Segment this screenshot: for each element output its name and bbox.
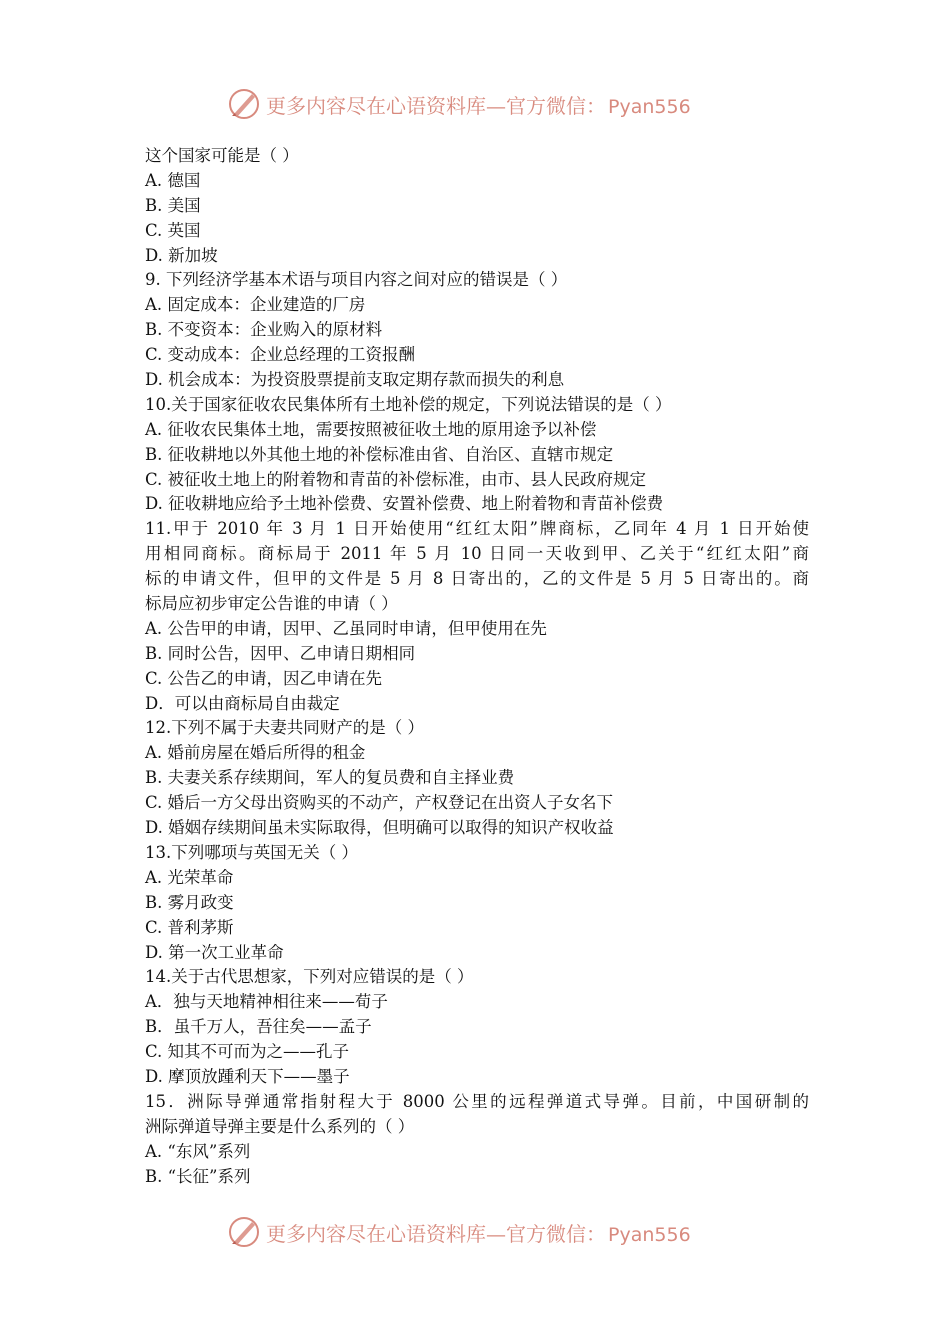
text-line: B. 雾月政变 <box>145 892 234 912</box>
text-line: A. 公告甲的申请，因甲、乙虽同时申请，但甲使用在先 <box>145 618 547 638</box>
text-line: D. 新加坡 <box>145 245 218 265</box>
text-line: A. “东风”系列 <box>145 1141 251 1161</box>
text-line: B. 夫妻关系存续期间，军人的复员费和自主择业费 <box>145 768 515 788</box>
text-line: 标局应初步审定公告谁的申请（ ） <box>145 594 398 614</box>
pen-circle-logo-icon <box>226 86 262 122</box>
text-line: C. 变动成本：企业总经理的工资报酬 <box>145 345 416 365</box>
watermark-text: 更多内容尽在心语资料库—官方微信： Pyan556 <box>266 1221 691 1246</box>
text-line: C. 普利茅斯 <box>145 917 234 937</box>
text-line: 13.下列哪项与英国无关（ ） <box>145 842 358 862</box>
watermark-banner-top <box>226 84 691 124</box>
text-line: A. 光荣革命 <box>145 867 234 887</box>
text-line: 12.下列不属于夫妻共同财产的是（ ） <box>145 718 424 738</box>
text-line: C. 婚后一方父母出资购买的不动产，产权登记在出资人子女名下 <box>145 793 614 813</box>
text-line: 洲际弹道导弹主要是什么系列的（ ） <box>145 1116 415 1136</box>
text-line: 10.关于国家征收农民集体所有土地补偿的规定，下列说法错误的是（ ） <box>145 394 672 414</box>
text-line: A. 婚前房屋在婚后所得的租金 <box>145 743 366 763</box>
text-line: B．虽千万人，吾往矣——孟子 <box>145 1017 372 1037</box>
text-line: A. 德国 <box>145 170 201 190</box>
text-line: B. 不变资本：企业购入的原材料 <box>145 320 383 340</box>
text-line: D. 机会成本：为投资股票提前支取定期存款而损失的利息 <box>145 370 565 390</box>
text-line: C. 公告乙的申请，因乙申请在先 <box>145 668 383 688</box>
text-line: D．可以由商标局自由裁定 <box>145 693 340 713</box>
text-line: C. 英国 <box>145 220 201 240</box>
text-line: C. 知其不可而为之——孔子 <box>145 1042 350 1062</box>
watermark-handle: Pyan556 <box>608 95 691 118</box>
text-line: 用相同商标。商标局于 2011 年 5 月 10 日同一天收到甲、乙关于“红红太阳”商 <box>145 544 809 564</box>
pen-circle-logo-icon <box>226 1214 262 1250</box>
text-line: 11.甲于 2010 年 3 月 1 日开始使用“红红太阳”牌商标，乙同年 4 月 1 日开始使 <box>145 519 809 539</box>
text-line: B. 同时公告，因甲、乙申请日期相同 <box>145 643 416 663</box>
text-line: C. 被征收土地上的附着物和青苗的补偿标准，由市、县人民政府规定 <box>145 469 647 489</box>
text-line: D. 婚姻存续期间虽未实际取得，但明确可以取得的知识产权收益 <box>145 818 614 838</box>
question-text <box>145 144 809 1189</box>
text-line: A. 固定成本：企业建造的厂房 <box>145 295 366 315</box>
text-line: 标的申请文件，但甲的文件是 5 月 8 日寄出的，乙的文件是 5 月 5 日寄出的。商 <box>145 569 809 589</box>
text-line: A. 征收农民集体土地，需要按照被征收土地的原用途予以补偿 <box>145 419 597 439</box>
text-line: B. 美国 <box>145 195 201 215</box>
text-line: 9. 下列经济学基本术语与项目内容之间对应的错误是（ ） <box>145 270 568 290</box>
watermark-banner-bottom <box>226 1212 691 1252</box>
text-line: B. 征收耕地以外其他土地的补偿标准由省、自治区、直辖市规定 <box>145 444 614 464</box>
text-line: B. “长征”系列 <box>145 1166 251 1186</box>
text-line: 14.关于古代思想家，下列对应错误的是（ ） <box>145 967 474 987</box>
text-line: D. 第一次工业革命 <box>145 942 284 962</box>
text-line: D. 摩顶放踵利天下——墨子 <box>145 1066 350 1086</box>
text-line: A．独与天地精神相往来——荀子 <box>145 992 388 1012</box>
watermark-handle: Pyan556 <box>608 1223 691 1246</box>
text-line: 这个国家可能是（ ） <box>145 146 299 165</box>
watermark-text: 更多内容尽在心语资料库—官方微信： Pyan556 <box>266 93 691 118</box>
text-line: 15．洲际导弹通常指射程大于 8000 公里的远程弹道式导弹。目前，中国研制的 <box>145 1091 809 1111</box>
text-line: D. 征收耕地应给予土地补偿费、安置补偿费、地上附着物和青苗补偿费 <box>145 494 664 514</box>
